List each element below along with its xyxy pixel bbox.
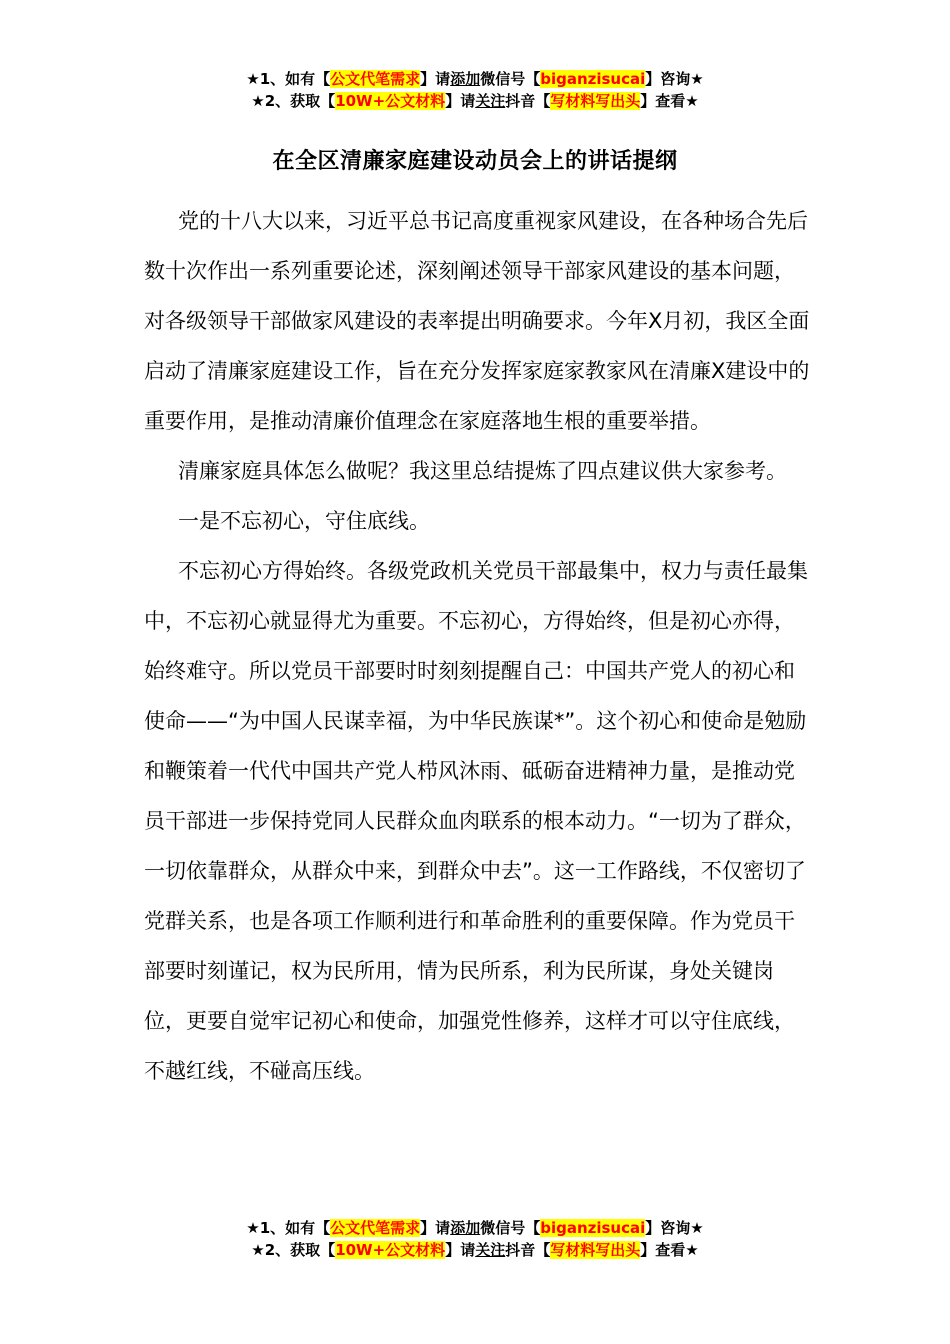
- promo-line-2: [0, 90, 950, 112]
- promo-highlight: biganzisucai: [540, 1219, 646, 1237]
- paragraph: 不忘初心方得始终。各级党政机关党员干部最集中，权力与责任最集中，不忘初心就显得尤为重要。不忘初心，方得始终，但是初心亦得，始终难守。所以党员干部要时时刻刻提醒自己：中国共产党人的初心和使命——“为中国人民谋幸福，为中华民族谋*”。这个初心和使命是勉励和鞭策着一代代中国共产党人栉风沐雨、砥砺奋进精神力量，是推动党员干部进一步保持党同人民群众血肉联系的根本动力。“一切为了群众，一切依靠群众，从群众中来，到群众中去”。这一工作路线，不仅密切了党群关系，也是各项工作顺利进行和革命胜利的重要保障。作为党员干部要时刻谨记，权为民所用，情为民所系，利为民所谋，身处关键岗位，更要自觉牢记初心和使命，加强党性修养，这样才可以守住底线，不越红线，不碰高压线。: [144, 559, 808, 1083]
- promo-text: 】请: [420, 70, 451, 88]
- promo-text: 】请: [420, 1219, 451, 1237]
- document-title: 在全区清廉家庭建设动员会上的讲话提纲: [272, 149, 678, 174]
- promo-highlight: 写材料写出头: [550, 92, 641, 110]
- promo-text: 微信号【: [480, 1219, 541, 1237]
- promo-highlight: 10W+公文材料: [335, 92, 446, 110]
- promo-text: 抖音【: [505, 1241, 551, 1259]
- promo-highlight: 写材料写出头: [550, 1241, 641, 1259]
- promo-text: 微信号【: [480, 70, 541, 88]
- paragraph: 清廉家庭具体怎么做呢？我这里总结提炼了四点建议供大家参考。: [178, 459, 787, 483]
- promo-banner-top: [0, 68, 950, 112]
- promo-line-1: [0, 68, 950, 90]
- promo-text: 】咨询★: [645, 1219, 704, 1237]
- promo-line-2: [0, 1239, 950, 1261]
- promo-underlined: 添加: [450, 1219, 481, 1237]
- promo-text: 】请: [445, 92, 476, 110]
- promo-text: ★1、如有【: [246, 1219, 331, 1237]
- promo-text: 】查看★: [640, 92, 699, 110]
- promo-text: ★2、获取【: [251, 92, 336, 110]
- promo-underlined: 关注: [475, 1241, 506, 1259]
- promo-text: ★1、如有【: [246, 70, 331, 88]
- promo-underlined: 添加: [450, 70, 481, 88]
- promo-text: ★2、获取【: [251, 1241, 336, 1259]
- promo-banner-bottom: [0, 1217, 950, 1261]
- promo-text: 】查看★: [640, 1241, 699, 1259]
- document-body: [144, 196, 814, 1096]
- promo-text: 抖音【: [505, 92, 551, 110]
- promo-highlight: 10W+公文材料: [335, 1241, 446, 1259]
- promo-highlight: biganzisucai: [540, 70, 646, 88]
- paragraph: 一是不忘初心，守住底线。: [178, 509, 430, 533]
- promo-underlined: 关注: [475, 92, 506, 110]
- promo-line-1: [0, 1217, 950, 1239]
- promo-text: 】咨询★: [645, 70, 704, 88]
- promo-highlight: 公文代笔需求: [330, 70, 421, 88]
- paragraph: 党的十八大以来，习近平总书记高度重视家风建设，在各种场合先后数十次作出一系列重要论述，深刻阐述领导干部家风建设的基本问题，对各级领导干部做家风建设的表率提出明确要求。今年X月初，我区全面启动了清廉家庭建设工作，旨在充分发挥家庭家教家风在清廉X建设中的重要作用，是推动清廉价值理念在家庭落地生根的重要举措。: [144, 209, 810, 433]
- promo-text: 】请: [445, 1241, 476, 1259]
- promo-highlight: 公文代笔需求: [330, 1219, 421, 1237]
